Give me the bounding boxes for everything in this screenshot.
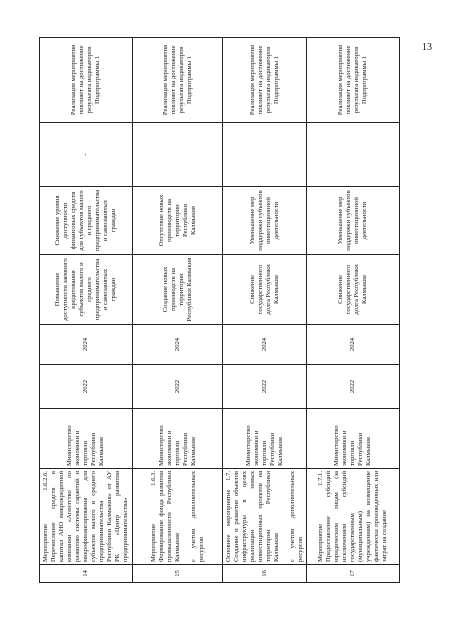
- table-row: [133, 38, 223, 583]
- indicator-cell: Реализация мероприятия повлияет на достижение результата индикаторов Подпрограммы 1: [223, 38, 307, 123]
- page-number: 13: [422, 42, 432, 53]
- executor-cell: Министерство экономики и торговли Республики Калмыкия: [40, 409, 133, 469]
- indicator-cell: Реализация мероприятия повлияет на достижение результата индикаторов Подпрограммы 1: [307, 38, 400, 123]
- non-implementation-consequence: Снижение уровня доступности финансовых средств для субъектов малого и среднего предпринимательства и самозанятых граждан: [40, 187, 133, 255]
- measure-text: Мероприятие 1.6.2.6. Перечисление средств в капитал АНО микрокредитной компании «Агентство по развитию системы гарантий и микрофинансирования для субъектов малого и среднего предпринимательства Республики Калмыкия» от АУ РК «Центр развития предпринимательства»: [42, 471, 129, 562]
- table-row: [40, 38, 133, 583]
- measure-cell: [307, 469, 400, 565]
- expected-result: Снижение государственного долга Республики Калмыкия: [223, 255, 307, 325]
- end-year: 2024: [133, 325, 223, 365]
- end-year: 2024: [223, 325, 307, 365]
- start-year: 2022: [133, 365, 223, 409]
- start-year: 2022: [223, 365, 307, 409]
- measure-text: Мероприятие 1.7.1. Предоставление субсидий юридическим лицам (за исключением субсидий государственным (муниципальным) учреждениям) на возмещение фактически произведенных или затрат на создание: [317, 471, 388, 562]
- non-implementation-consequence: Отсутствие новых производств на территории Республики Калмыкия: [133, 187, 223, 255]
- non-implementation-consequence: Уменьшение мер поддержки субъектов инвестиционной деятельности: [223, 187, 307, 255]
- start-year: 2022: [40, 365, 133, 409]
- executor-cell: Министерство экономики и торговли Республики Калмыкия: [223, 409, 307, 469]
- table-row: [307, 38, 400, 583]
- link-cell: -: [40, 123, 133, 187]
- expected-result: Снижение государственного долга Республики Калмыкия: [307, 255, 400, 325]
- measure-subtext: с учетом дополнительных ресурсов: [288, 471, 304, 562]
- measure-cell: [133, 469, 223, 565]
- end-year: 2024: [40, 325, 133, 365]
- link-cell: [133, 123, 223, 187]
- measures-table: [39, 37, 400, 583]
- rotated-table-wrapper: [39, 38, 399, 583]
- indicator-cell: Реализация мероприятия повлияет на достижение результата индикаторов Подпрограммы 1: [133, 38, 223, 123]
- expected-result: Повышение доступности заемного кредитования субъектов малого и среднего предпринимательства и самозанятых граждан: [40, 255, 133, 325]
- start-year: 2022: [307, 365, 400, 409]
- non-implementation-consequence: Уменьшение мер поддержки субъектов инвестиционной деятельности: [307, 187, 400, 255]
- end-year: 2024: [307, 325, 400, 365]
- indicator-cell: Реализация мероприятия повлияет на достижение результата индикаторов Подпрограммы 1: [40, 38, 133, 123]
- executor-cell: Министерство экономики и торговли Республики Калмыкия: [307, 409, 400, 469]
- table-row: [223, 38, 307, 583]
- row-number: 14: [40, 565, 133, 583]
- expected-result: Создание новых производств на территории Республики Калмыкия: [133, 255, 223, 325]
- row-number: 17: [307, 565, 400, 583]
- row-number: 16: [223, 565, 307, 583]
- link-cell: [223, 123, 307, 187]
- executor-cell: Министерство экономики и торговли Республики Калмыкия: [133, 409, 223, 469]
- measure-cell: [40, 469, 133, 565]
- measure-text: Основное мероприятие 1.7. Создание и развитие объектов инфраструктуры в целях реализации новых инвестиционных проектов на территории Республики Калмыкия: [224, 471, 280, 562]
- measure-text: Мероприятие 1.6.3. Формирование фонда развития промышленности Республики Калмыкия: [149, 471, 181, 562]
- row-number: 15: [133, 565, 223, 583]
- measure-subtext: с учетом дополнительных ресурсов: [189, 471, 205, 562]
- link-cell: [307, 123, 400, 187]
- measure-cell: [223, 469, 307, 565]
